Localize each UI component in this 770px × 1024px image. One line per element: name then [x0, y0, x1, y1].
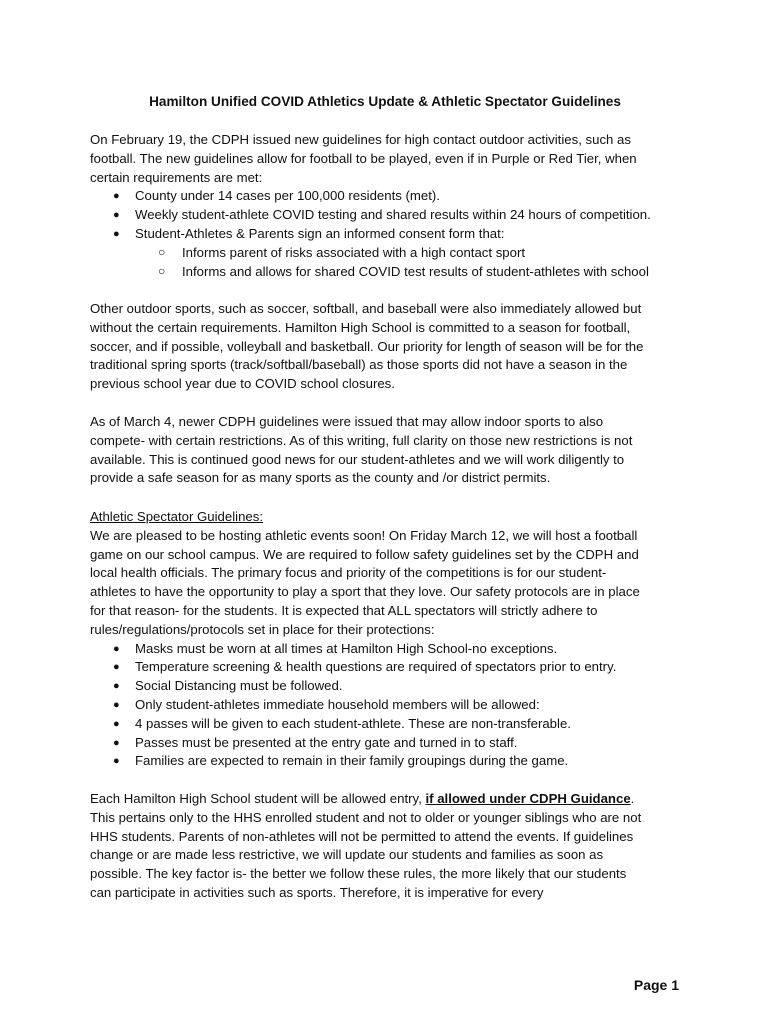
- text-line: soccer, and if possible, volleyball and basketball. Our priority for length of season will be for the: [90, 338, 644, 354]
- list-item: ● Passes must be presented at the entry gate and turned in to staff.: [90, 734, 690, 753]
- bullet-icon: ●: [113, 227, 120, 240]
- text-line: Each Hamilton High School student will be allowed entry, if allowed under CDPH Guidance.: [90, 791, 635, 806]
- text-line: provide a safe season for as many sports as the county and /or district permits.: [90, 470, 551, 486]
- requirements-list: [90, 187, 690, 243]
- text-line: traditional spring sports (track/softball/baseball) as those sports did not have a season in the: [90, 357, 628, 373]
- text-line: football. The new guidelines allow for football to be played, even if in Purple or Red Tier, when: [90, 150, 637, 166]
- entry-paragraph: [90, 790, 690, 903]
- list-item: ● Social Distancing must be followed.: [90, 677, 690, 696]
- outdoor-sports-paragraph: [90, 300, 690, 394]
- text-line: On February 19, the CDPH issued new guidelines for high contact outdoor activities, such as: [90, 132, 631, 147]
- list-item: ● Families are expected to remain in their family groupings during the game.: [90, 752, 690, 771]
- text-line: compete- with certain restrictions. As of this writing, full clarity on those new restrictions is not: [90, 432, 633, 448]
- text-line: for that reason- for the students. It is expected that ALL spectators will strictly adhere to: [90, 602, 598, 618]
- text-line: rules/regulations/protocols set in place for their protections:: [90, 621, 435, 637]
- document-title: Hamilton Unified COVID Athletics Update & Athletic Spectator Guidelines: [149, 94, 621, 109]
- text-line: This pertains only to the HHS enrolled student and not to older or younger siblings who are not: [90, 809, 642, 825]
- text-line: available. This is continued good news for our student-athletes and we will work diligently to: [90, 451, 625, 467]
- list-item: ● County under 14 cases per 100,000 residents (met).: [90, 187, 690, 206]
- sub-bullet-icon: ○: [158, 244, 166, 259]
- bullet-icon: ●: [113, 755, 120, 768]
- text-line: We are pleased to be hosting athletic events soon! On Friday March 12, we will host a football: [90, 527, 638, 543]
- text-line: change or are made less restrictive, we will update our students and families as soon as: [90, 847, 604, 863]
- text-line: previous school year due to COVID school closures.: [90, 376, 395, 392]
- bullet-icon: ●: [113, 642, 120, 655]
- text-line: HHS students. Parents of non-athletes will not be permitted to attend the events. If guidelines: [90, 828, 634, 844]
- sub-bullet-icon: ○: [158, 263, 166, 278]
- sub-list-item: ○ Informs and allows for shared COVID test results of student-athletes with school: [158, 263, 649, 279]
- consent-sublist: [90, 244, 690, 282]
- intro-section: [90, 131, 690, 281]
- section-heading: Athletic Spectator Guidelines:: [90, 509, 263, 524]
- spectator-rules-list: [90, 640, 690, 772]
- bullet-icon: ●: [113, 717, 120, 730]
- spectator-guidelines-section: [90, 508, 690, 771]
- list-item: ● Temperature screening & health questions are required of spectators prior to entry.: [90, 658, 690, 677]
- bullet-icon: ●: [113, 698, 120, 711]
- list-item: ● Masks must be worn at all times at Hamilton High School-no exceptions.: [90, 640, 690, 659]
- text-line: As of March 4, newer CDPH guidelines were issued that may allow indoor sports to also: [90, 414, 604, 429]
- cdph-guidance-emphasis: if allowed under CDPH Guidance: [425, 791, 631, 806]
- text-line: certain requirements are met:: [90, 169, 263, 185]
- bullet-icon: ●: [113, 736, 120, 749]
- text-line: local health officials. The primary focus and priority of the competitions is for our student-: [90, 565, 607, 581]
- intro-paragraph: [90, 131, 690, 187]
- indoor-sports-paragraph: [90, 413, 690, 488]
- list-item: ● Only student-athletes immediate household members will be allowed:: [90, 696, 690, 715]
- text-line: game on our school campus. We are required to follow safety guidelines set by the CDPH and: [90, 546, 639, 562]
- bullet-icon: ●: [113, 190, 120, 203]
- text-line: Other outdoor sports, such as soccer, softball, and baseball were also immediately allowed but: [90, 301, 642, 316]
- bullet-icon: ●: [113, 680, 120, 693]
- list-item: ● Weekly student-athlete COVID testing and shared results within 24 hours of competition.: [90, 206, 690, 225]
- text-line: can participate in activities such as sports. Therefore, it is imperative for every: [90, 884, 544, 900]
- text-line: without the certain requirements. Hamilton High School is committed to a season for football,: [90, 319, 631, 335]
- sub-list-item: ○ Informs parent of risks associated with a high contact sport: [158, 244, 526, 260]
- list-item: ● 4 passes will be given to each student-athlete. These are non-transferable.: [90, 715, 690, 734]
- text-line: possible. The key factor is- the better we follow these rules, the more likely that our students: [90, 866, 627, 882]
- page-number: Page 1: [633, 977, 679, 993]
- text-line: athletes to have the opportunity to play a sport that they love. Our safety protocols are in place: [90, 584, 640, 600]
- list-item: ● Student-Athletes & Parents sign an informed consent form that:: [90, 225, 690, 244]
- bullet-icon: ●: [113, 661, 120, 674]
- bullet-icon: ●: [113, 209, 120, 222]
